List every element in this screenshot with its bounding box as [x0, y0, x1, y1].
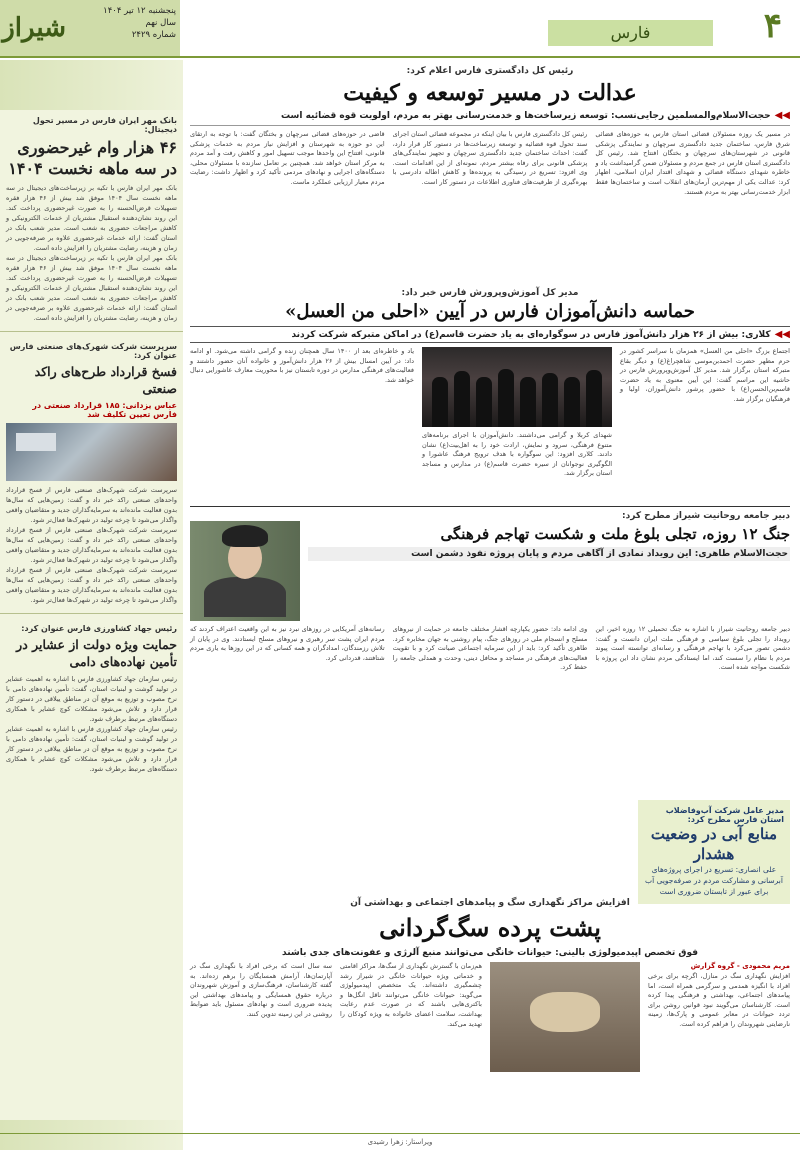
sidebar-article-agriculture — [0, 618, 183, 778]
red-arrow-icon: ◀◀ — [774, 110, 790, 121]
sidebar-ornament — [0, 60, 183, 110]
column-1: افزایش نگهداری سگ در منازل، اگرچه برای برخی افراد با انگیزه همدمی و سرگرمی همراه است، اما پیامدهای اجتماعی، بهداشتی و فرهنگی پیدا کرده است. کارشناسان می‌گویند نبود قوانین روشن برای تردد حیوانات در معابر عمومی و پارک‌ها، زمینه نارضایتی شهروندان را فراهم کرده است. — [648, 972, 790, 1028]
article-clergy — [190, 502, 790, 792]
article-headline: پشت پرده سگ‌گردانی — [379, 913, 601, 942]
article-kicker: سرپرست شرکت شهرک‌های صنعتی فارس عنوان کرد: — [9, 342, 177, 360]
column-2: رئیس کل دادگستری فارس با بیان اینکه در مجموعه قضائی استان اجرای سند تحول قوه قضائیه و توسعه زیرساخت‌ها در دستور کار قرار دارد، گفت: احداث ساختمان جدید دادگستری سرچهان و تجهیز نمایندگی‌های پزشکی قانونی برای رفاه بیشتر مردم، نمونه‌ای از این اقدامات است. وی افزود: تسریع در رسیدگی به پرونده‌ها و کاهش اطاله دادرسی با بهره‌گیری از ظرفیت‌های فناوری اطلاعات در دستور کار است. — [392, 130, 588, 186]
header-rule — [0, 56, 800, 58]
main-content — [190, 60, 790, 1150]
article-columns — [190, 625, 790, 673]
section-tab: فارس — [548, 20, 713, 46]
divider — [190, 125, 790, 126]
issue-line: شماره ۲۴۲۹ — [131, 30, 176, 40]
brand-box — [0, 0, 180, 56]
page-header — [0, 0, 800, 58]
column-3: قاضی در حوزه‌های قضائی سرچهان و بختگان گفت: با توجه به ارتقای این دو حوزه به شهرستان و افزایش نیاز مردم به خدمات پزشکی قانونی، افتتاح این واحدها موجب تسهیل امور و کاهش رفت و آمد مردم به مرکز استان خواهد شد. همچنین بر تعامل سازنده با مسئولان محلی، دستگاه‌های اجرایی و نهادهای مردمی تأکید کرد و اظهار داشت: رضایت مردم معیار ارزیابی عملکرد ماست. — [189, 130, 385, 186]
article-headline: حمایت ویژه دولت از عشایر در تأمین نهاده‌های دامی — [16, 637, 177, 669]
sidebar-article-industry — [0, 336, 183, 609]
issue-info — [72, 5, 176, 41]
box-headline: منابع آبی در وضعیت هشدار — [650, 825, 778, 863]
article-columns — [190, 130, 790, 197]
divider — [190, 506, 790, 507]
page-number: ۴ — [763, 6, 782, 46]
article-body-continued: بانک مهر ایران فارس با تکیه بر زیرساخت‌های دیجیتال در سه ماهه نخست سال ۱۴۰۴ موفق شد بیش از ۴۶ هزار فقره تسهیلات قرض‌الحسنه را به صورت غیرحضوری پرداخت کند. این روند نشان‌دهنده استقبال مشتریان از خدمات الکترونیکی و کاهش مراجعات حضوری به شعب است. مدیر شعب بانک در استان گفت: ارائه خدمات غیرحضوری علاوه بر صرفه‌جویی در زمان و هزینه، رضایت مشتریان را افزایش داده است. — [6, 254, 177, 322]
article-body-continued: سرپرست شرکت شهرک‌های صنعتی فارس از فسخ قرارداد واحدهای صنعتی راکد خبر داد و گفت: زمین‌هایی که سال‌ها بدون فعالیت مانده‌اند به سرمایه‌گذاران جدید و متقاضیان واقعی واگذار می‌شود تا چرخه تولید در شهرک‌ها فعال‌تر شود. — [6, 526, 177, 564]
editor-credit: ویراستار: زهرا رشیدی — [367, 1138, 433, 1146]
article-kicker: مدیر کل آموزش‌وپرورش فارس خبر داد: — [401, 288, 579, 298]
column-2: شهدای کربلا و گرامی می‌داشتند. دانش‌آموزان با اجرای برنامه‌های متنوع فرهنگی، سرود و نمایش، ارادت خود را به اهل‌بیت(ع) نشان دادند. کلاری افزود: این سوگواره با هدف ترویج فرهنگ عاشورا و الگوگیری نوجوانان از سیره حضرت قاسم(ع) در مدارس و مساجد استان برگزار شد. — [422, 431, 612, 478]
box-kicker: مدیر عامل شرکت آب‌وفاضلاب استان فارس مطرح کرد: — [665, 806, 784, 824]
red-arrow-icon: ◀◀ — [774, 329, 790, 340]
sidebar-article-bank — [0, 110, 183, 327]
box-text: علی انصاری: تسریع در اجرای پروژه‌های آبرسانی و مشارکت مردم در صرفه‌جویی آب برای عبور از تابستان ضروری است — [645, 865, 783, 896]
article-body: بانک مهر ایران فارس با تکیه بر زیرساخت‌های دیجیتال در سه ماهه نخست سال ۱۴۰۴ موفق شد بیش از ۴۶ هزار فقره تسهیلات قرض‌الحسنه را به صورت غیرحضوری پرداخت کند. این روند نشان‌دهنده استقبال مشتریان از خدمات الکترونیکی و کاهش مراجعات حضوری به شعب است. مدیر شعب بانک در استان گفت: ارائه خدمات غیرحضوری علاوه بر صرفه‌جویی در زمان و هزینه، رضایت مشتریان را افزایش داده است. — [6, 184, 177, 252]
photo-column — [422, 347, 612, 479]
divider — [0, 613, 183, 614]
page-footer — [0, 1133, 800, 1150]
lead-text: فوق تخصص اپیدمیولوژی بالینی: حیوانات خانگی می‌توانند منبع آلرژی و عفونت‌های جدی باشند — [282, 948, 698, 958]
column-2: وی ادامه داد: حضور یکپارچه اقشار مختلف جامعه در حمایت از نیروهای مسلح و انسجام ملی در روزهای جنگ، پیام روشنی به جهان مخابره کرد. طاهری تأکید کرد: باید از این سرمایه اجتماعی صیانت کرد و با تقویت فعالیت‌های فرهنگی در مساجد و محافل دینی، وحدت و همدلی جامعه را حفظ کرد. — [392, 625, 588, 672]
column-2: هم‌زمان با گسترش نگهداری از سگ‌ها، مراکز اقامتی و خدماتی ویژه حیوانات خانگی در شیراز رشد چشمگیری داشته‌اند. یک متخصص اپیدمیولوژی می‌گوید: حیوانات خانگی می‌توانند ناقل انگل‌ها و باکتری‌هایی باشند که در صورت عدم رعایت بهداشت، سلامت اعضای خانواده به ویژه کودکان را تهدید می‌کند. — [340, 962, 482, 1028]
article-headline: ۴۶ هزار وام غیرحضوری در سه ماهه نخست ۱۴۰۴ — [8, 138, 177, 178]
article-kicker: افزایش مراکز نگهداری سگ و پیامدهای اجتماعی و بهداشتی آن — [350, 898, 630, 908]
column-3: یاد و خاطره‌ای بعد از ۱۴۰۰ سال همچنان زنده و گرامی داشته می‌شود. او ادامه داد: در آیین امسال بیش از ۲۶ هزار دانش‌آموز و خانواده آنان حضور داشتند و فعالیت‌های فرهنگی مدارس در دوره تابستان نیز با محوریت معارف عاشورایی دنبال خواهد شد. — [190, 347, 415, 384]
article-header-row — [190, 521, 790, 621]
article-dogs — [190, 898, 790, 1130]
article-body-row — [190, 962, 790, 1072]
column-1: دبیر جامعه روحانیت شیراز با اشاره به جنگ تحمیلی ۱۲ روزه اخیر، این رویداد را تجلی بلوغ سیاسی و فرهنگی ملت ایران دانست و گفت: دشمن تصور می‌کرد با تهاجم فرهنگی و رسانه‌ای توانسته است پیوند مردم با نظام را سست کند، اما ایستادگی مردم نشان داد این پروژه با شکست مواجه شده است. — [595, 625, 790, 672]
article-lead: عباس یزدانی: ۱۸۵ قرارداد صنعتی در فارس تعیین تکلیف شد — [32, 401, 177, 419]
year-line: سال نهم — [145, 18, 176, 28]
article-kicker: رئیس جهاد کشاورزی فارس عنوان کرد: — [21, 624, 177, 633]
meeting-photo — [6, 423, 177, 481]
column-3: سه سال است که برخی افراد با نگهداری سگ در آپارتمان‌ها، آرامش همسایگان را برهم زده‌اند. به گفته کارشناسان، فرهنگ‌سازی و آموزش شهروندان درباره حقوق همسایگی و پیامدهای بهداشتی این پدیده ضروری است و نهادهای مسئول باید ضوابط روشنی در این زمینه تدوین کنند. — [190, 962, 332, 1018]
article-body-continued: رئیس سازمان جهاد کشاورزی فارس با اشاره به اهمیت عشایر در تولید گوشت و لبنیات استان، گفت: تأمین نهاده‌های دامی با نرخ مصوب و توزیع به موقع آن در مناطق ییلاقی در دستور کار قرار دارد و تلاش می‌شود مشکلات کوچ عشایر با همکاری دستگاه‌های مرتبط برطرف شود. — [6, 725, 177, 773]
brand-logo: شیراز — [2, 13, 66, 43]
ceremony-photo — [422, 347, 612, 427]
article-body-continued: سرپرست شرکت شهرک‌های صنعتی فارس از فسخ قرارداد واحدهای صنعتی راکد خبر داد و گفت: زمین‌هایی که سال‌ها بدون فعالیت مانده‌اند به سرمایه‌گذاران جدید و متقاضیان واقعی واگذار می‌شود تا چرخه تولید در شهرک‌ها فعال‌تر شود. — [6, 566, 177, 604]
article-headline: جنگ ۱۲ روزه، تجلی بلوغ ملت و شکست تهاجم فرهنگی — [440, 525, 790, 543]
article-headline: عدالت در مسیر توسعه و کیفیت — [343, 80, 637, 106]
article-lead — [190, 110, 790, 121]
cleric-photo — [190, 521, 300, 621]
lead-text: حجت‌الاسلام‌والمسلمین رجایی‌نسب: توسعه زیرساخت‌ها و خدمت‌رسانی بهتر به مردم، اولویت قوه قضائیه است — [281, 110, 771, 121]
article-headline: حماسه دانش‌آموزان فارس در آیین «احلی من العسل» — [285, 301, 695, 322]
column-3: رسانه‌های آمریکایی در روزهای نبرد نیز به این واقعیت اعتراف کردند که مردم ایران پشت سر رهبری و نیروهای مسلح ایستادند. وی در پایان از تلاش رزمندگان، امدادگران و همه کسانی که در این روزها به یاری مردم شتافتند، قدردانی کرد. — [189, 625, 385, 662]
article-body: سرپرست شرکت شهرک‌های صنعتی فارس از فسخ قرارداد واحدهای صنعتی راکد خبر داد و گفت: زمین‌هایی که سال‌ها بدون فعالیت مانده‌اند به سرمایه‌گذاران جدید و متقاضیان واقعی واگذار می‌شود تا چرخه تولید در شهرک‌ها فعال‌تر شود. — [6, 486, 177, 524]
water-infobox — [638, 800, 790, 904]
article-education — [190, 288, 790, 498]
article-kicker: بانک مهر ایران فارس در مسیر تحول دیجیتال: — [32, 116, 177, 134]
byline-column — [648, 962, 790, 1072]
article-headline: فسخ قرارداد طرح‌های راکد صنعتی — [34, 364, 177, 396]
headline-block — [308, 521, 790, 621]
column-1: در مسیر یک روزه مسئولان قضائی استان فارس به حوزه‌های قضائی شرق فارس، ساختمان جدید دادگستری سرچهان و نمایندگی پزشکی قانونی در شهرستان‌های سرچهان و بختگان افتتاح شد. رئیس کل دادگستری استان فارس در جمع مردم و مسئولان ضمن گرامیداشت یاد و خاطره شهدای دستگاه قضائی و شهدای اقتدار ایران اسلامی، اظهار کرد: عدالت یکی از مهم‌ترین آرمان‌های انقلاب است و ساختمان‌ها فقط ابزار خدمت‌رسانی بهتر به مردم هستند. — [595, 130, 790, 196]
article-body: رئیس سازمان جهاد کشاورزی فارس با اشاره به اهمیت عشایر در تولید گوشت و لبنیات استان، گفت: تأمین نهاده‌های دامی با نرخ مصوب و توزیع به موقع آن در مناطق ییلاقی در دستور کار قرار دارد و تلاش می‌شود مشکلات کوچ عشایر با همکاری دستگاه‌های مرتبط برطرف شود. — [6, 675, 177, 723]
article-kicker: دبیر جامعه روحانیت شیراز مطرح کرد: — [622, 511, 790, 521]
column-1: اجتماع بزرگ «احلی من العسل» همزمان با سراسر کشور در حرم مطهر حضرت احمدبن‌موسی شاهچراغ(ع) و دیگر بقاع متبرکه استان برگزار شد. مدیر کل آموزش‌وپرورش فارس در حاشیه این مراسم گفت: این آیین معنوی به یاد حضرت قاسم‌بن‌الحسن(ع) با حضور پرشور دانش‌آموزان، اولیا و فرهنگیان برگزار شد. — [620, 347, 790, 403]
dog-photo — [490, 962, 640, 1072]
date-line: پنجشنبه ۱۲ تیر ۱۴۰۴ — [103, 6, 176, 16]
article-kicker: رئیس کل دادگستری فارس اعلام کرد: — [406, 66, 574, 76]
lead-text: کلاری: بیش از ۲۶ هزار دانش‌آموز فارس در سوگواره‌ای به یاد حضرت قاسم(ع) در اماکن متبرکه شرکت کردند — [291, 329, 771, 340]
article-body-row — [190, 347, 790, 479]
article-lead — [190, 948, 790, 958]
article-judiciary — [190, 66, 790, 286]
lead-text: حجت‌الاسلام طاهری: این رویداد نمادی از آگاهی مردم و پایان پروژه نفوذ دشمن است — [411, 549, 788, 559]
article-lead — [308, 547, 790, 561]
byline: مریم محمودی - گروه گزارش — [690, 962, 790, 970]
left-sidebar — [0, 60, 183, 1150]
divider — [0, 331, 183, 332]
article-lead — [190, 326, 790, 343]
